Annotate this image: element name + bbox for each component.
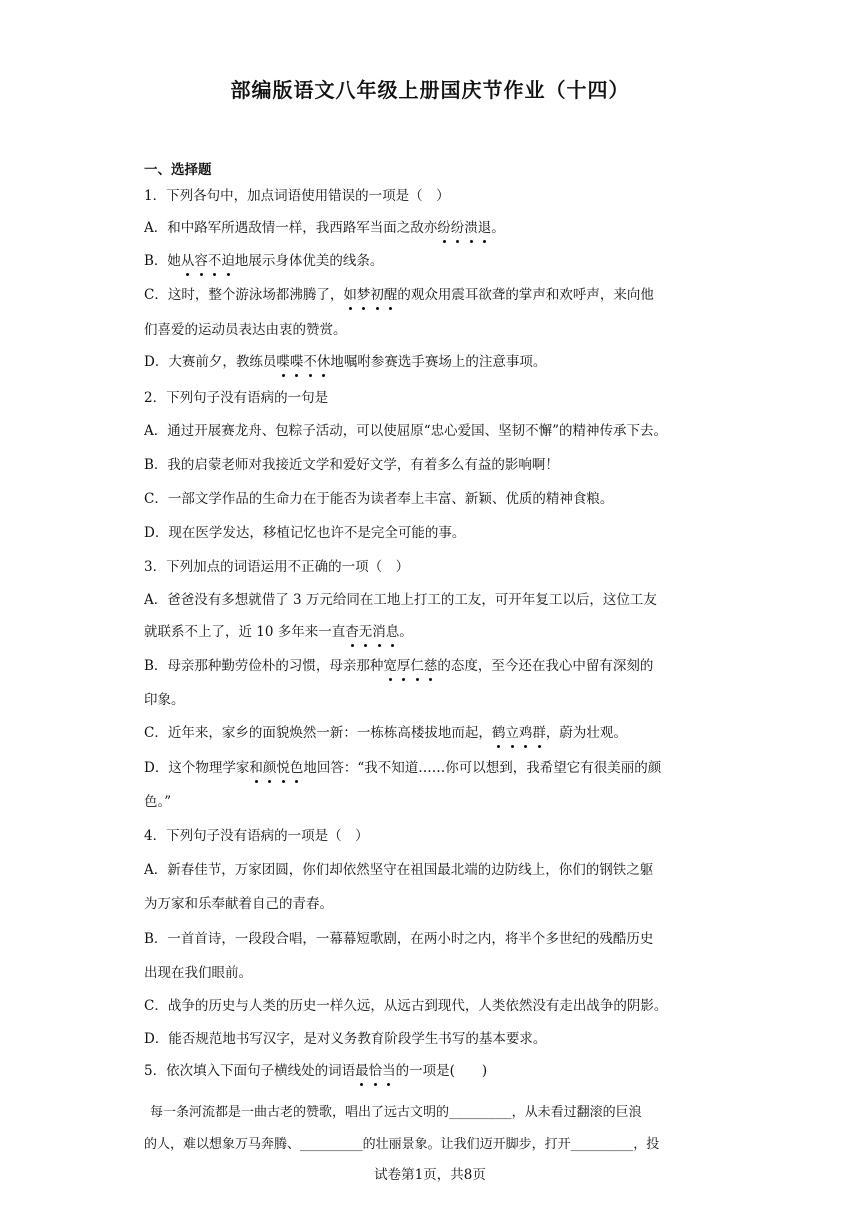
question-line: D．能否规范地书写汉字，是对义务教育阶段学生书写的基本要求。: [144, 1031, 547, 1047]
question-line: 就联系不上了，近 10 多年来一直杳无消息。: [144, 624, 413, 640]
question-line: B．一首首诗，一段段合唱，一幕幕短歌剧，在两小时之内，将半个多世纪的残酷历史: [144, 931, 654, 947]
emphasis-dot-char: 喋: [276, 354, 290, 370]
emphasis-dot-char: 色: [289, 760, 304, 776]
question-line: A．和中路军所遇敌情一样，我西路军当面之敌亦纷纷溃退。: [144, 220, 505, 236]
question-line: C．战争的历史与人类的历史一样久远，从远古到现代，人类依然没有走出战争的阴影。: [144, 998, 668, 1014]
question-line: A．新春佳节，万家团圆，你们却依然坚守在祖国最北端的边防线上，你们的钢铁之躯: [144, 862, 654, 878]
emphasis-dot-char: 恰: [368, 1063, 383, 1079]
emphasis-dot-char: 厚: [396, 658, 411, 674]
question-line: A．通过开展赛龙舟、包粽子活动，可以使屈原“忠心爱国、坚韧不懈”的精神传承下去。: [144, 423, 668, 439]
emphasis-dot-char: 颜: [262, 760, 277, 776]
question-line: 出现在我们眼前。: [144, 965, 252, 981]
question-line: D．大赛前夕，教练员喋喋不休地嘱咐参赛选手赛场上的注意事项。: [144, 354, 547, 370]
question-line: A．爸爸没有多想就借了 3 万元给同在工地上打工的工友，可开年复工以后，这位工友: [144, 592, 657, 608]
emphasis-dot-char: 不: [303, 354, 317, 370]
emphasis-dot-char: 仁: [410, 658, 424, 674]
emphasis-dot-char: 喋: [289, 354, 304, 370]
question-line: 2．下列句子没有语病的一句是: [144, 390, 329, 406]
emphasis-dot-char: 如: [343, 287, 357, 303]
question-line: C．这时，整个游泳场都沸腾了，如梦初醒的观众用震耳欲聋的掌声和欢呼声，来向他: [144, 287, 654, 303]
emphasis-dot-char: 无: [358, 624, 373, 640]
emphasis-dot-char: 从: [180, 253, 195, 269]
emphasis-dot-char: 纷: [437, 220, 451, 236]
emphasis-dot-char: 休: [316, 354, 331, 370]
question-line: 1．下列各句中，加点词语使用错误的一项是（ ）: [144, 188, 450, 204]
emphasis-dot-char: 息: [385, 624, 400, 640]
question-line: C．一部文学作品的生命力在于能否为读者奉上丰富、新颖、优质的精神食粮。: [144, 491, 614, 507]
emphasis-dot-char: 醒: [383, 287, 398, 303]
emphasis-dot-char: 溃: [464, 220, 478, 236]
question-line: 为万家和乐奉献着自己的青春。: [144, 896, 333, 912]
passage-line-1: 每一条河流都是一曲古老的赞歌，唱出了远古文明的________，从未看过翻滚的巨浪: [150, 1105, 642, 1120]
question-line: D．现在医学发达，移植记忆也许不是完全可能的事。: [144, 525, 466, 541]
emphasis-dot-char: 群: [532, 725, 546, 741]
emphasis-dot-char: 迫: [221, 253, 235, 269]
question-line: 3．下列加点的词语运用不正确的一项（ ）: [144, 559, 410, 575]
question-line: D．这个物理学家和颜悦色地回答：“我不知道……你可以想到，我希望它有很美丽的颜: [144, 760, 662, 776]
emphasis-dot-char: 纷: [450, 220, 465, 236]
question-line: 们喜爱的运动员表达由衷的赞赏。: [144, 322, 347, 338]
section-heading: 一、选择题: [144, 162, 212, 178]
emphasis-dot-char: 立: [505, 725, 519, 741]
question-line: 4．下列句子没有语病的一项是（ ）: [144, 828, 369, 844]
emphasis-dot-char: 容: [194, 253, 208, 269]
emphasis-dot-char: 悦: [276, 760, 290, 776]
emphasis-dot-char: 初: [370, 287, 384, 303]
emphasis-dot-char: 杳: [345, 624, 359, 640]
question-line: 色。”: [144, 794, 172, 810]
emphasis-dot-char: 消: [372, 624, 386, 640]
emphasis-dot-char: 宽: [383, 658, 397, 674]
question-line: B．我的启蒙老师对我接近文学和爱好文学，有着多么有益的影响啊！: [144, 457, 559, 473]
question-line: 印象。: [144, 692, 185, 708]
question-line: 5．依次填入下面句子横线处的词语最恰当的一项是( ): [144, 1063, 488, 1079]
question-line: C．近年来，家乡的面貌焕然一新：一栋栋高楼拔地而起，鹤立鸡群，蔚为壮观。: [144, 725, 627, 741]
emphasis-dot-char: 慈: [423, 658, 438, 674]
emphasis-dot-char: 梦: [356, 287, 371, 303]
emphasis-dot-char: 退: [477, 220, 492, 236]
emphasis-dot-char: 当: [382, 1063, 396, 1079]
question-line: B．母亲那种勤劳俭朴的习惯，母亲那种宽厚仁慈的态度，至今还在我心中留有深刻的: [144, 658, 654, 674]
emphasis-dot-char: 和: [249, 760, 263, 776]
emphasis-dot-char: 最: [355, 1063, 369, 1079]
page-footer: 试卷第1页，共8页: [374, 1167, 486, 1183]
passage-line-2: 的人，难以想象万马奔腾、________的壮丽景象。让我们迈开脚步，打开________，投: [144, 1137, 660, 1152]
emphasis-dot-char: 不: [207, 253, 222, 269]
emphasis-dot-char: 鸡: [518, 725, 533, 741]
page-title: 部编版语文八年级上册国庆节作业（十四）: [230, 78, 630, 102]
question-line: B．她从容不迫地展示身体优美的线条。: [144, 253, 384, 269]
emphasis-dot-char: 鹤: [491, 725, 506, 741]
